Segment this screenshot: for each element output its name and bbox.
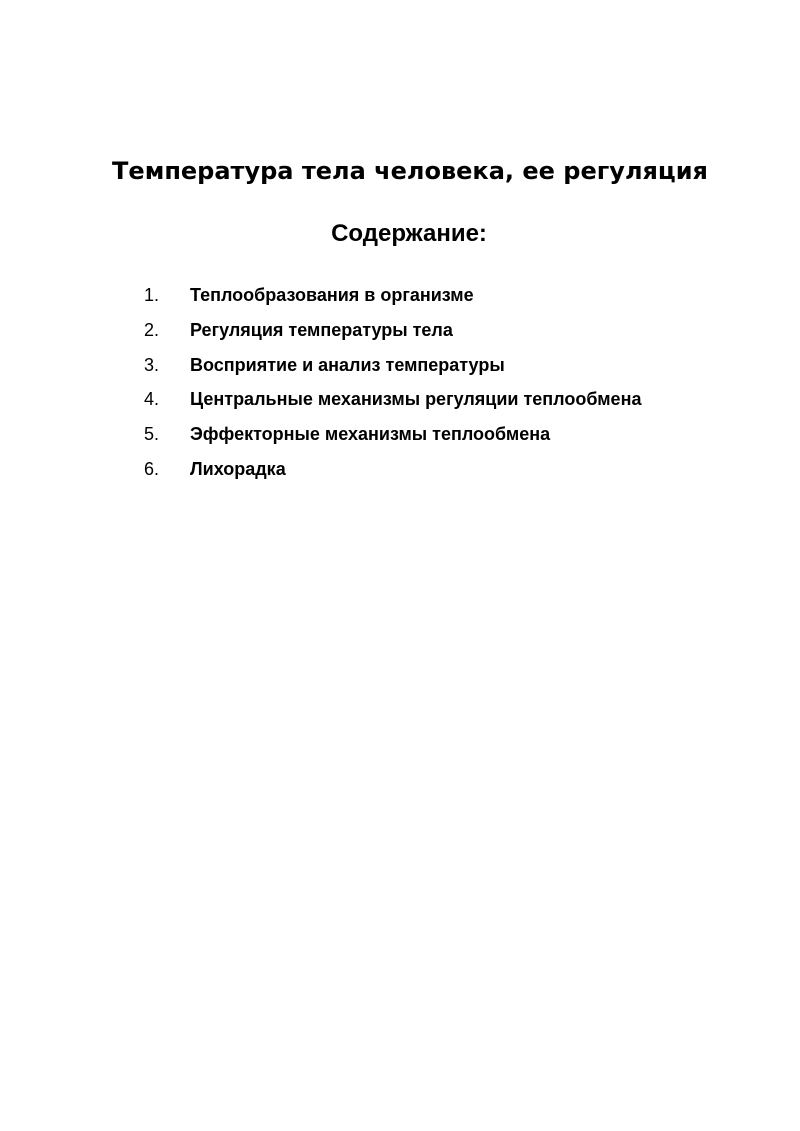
toc-item-label: Теплообразования в организме [190,285,474,305]
toc-item [0,456,800,491]
toc-item [0,352,800,387]
document-title: Температура тела человека, ее регуляция [112,157,708,185]
toc-item-label: Эффекторные механизмы теплообмена [190,424,551,445]
toc-item [0,421,800,456]
toc-heading: Содержание: [331,220,487,247]
toc-item-label: Лихорадка [190,458,286,479]
toc-item-number: 2. [144,319,160,340]
table-of-contents [0,282,800,491]
toc-item [0,386,800,421]
toc-item-number: 5. [144,424,160,445]
toc-item-label: Регуляция температуры тела [190,319,453,340]
toc-item-label: Центральные механизмы регуляции теплообмена [190,389,642,410]
toc-item-number: 6. [144,458,160,479]
toc-item-number: 1. [144,285,160,305]
toc-item-number: 4. [144,389,160,410]
toc-item [0,317,800,352]
toc-item-number: 3. [144,354,160,375]
toc-item-label: Восприятие и анализ температуры [190,354,505,375]
toc-item [0,282,800,317]
